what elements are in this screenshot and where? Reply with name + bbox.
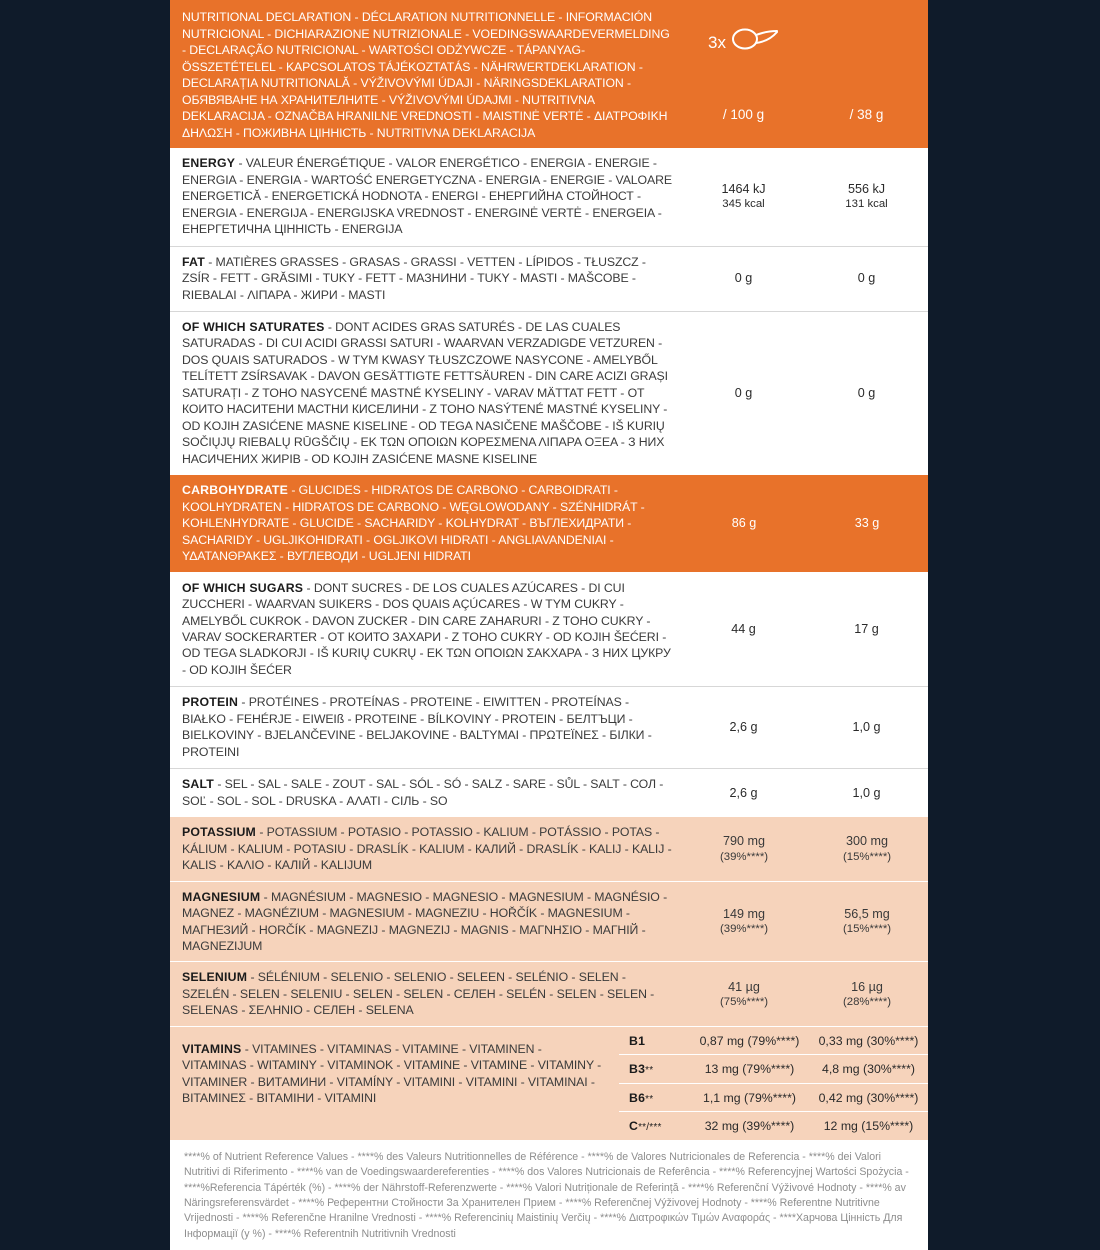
nutrient-name: PROTEIN — [182, 695, 239, 710]
value-secondary: 345 kcal — [722, 198, 765, 211]
nutrient-label — [170, 247, 682, 310]
value-secondary: (39%****) — [719, 923, 769, 936]
header-declaration-label: NUTRITIONAL DECLARATION - DÉCLARATION NUTRITIONNELLE - INFORMACIÓN NUTRICIONAL - DICHIARAZIONE NUTRIZIONALE - VOEDINGSWAARDEVERMELDING - DECLARAÇÃO NUTRICIONAL - WARTOŚCI ODŻYWCZE - TÁPANYAG-ÖSSZETÉTELEL - KAPCSOLATOS TÁJÉKOZTATÁS - NÄHRWERTDEKLARATION - DECLARAȚIA NUTRITIONALĂ - VÝŽIVOVÝMI ÚDAJI - NÄRINGSDEKLARATION - ОБЯВЯВАНЕ НА ХРАНИТЕЛНИТЕ - VÝŽIVOVÝMI ÚDAJMI - NUTRITIVNA DEKLARACIJA - OZNAČBA HRANILNE VREDNOSTI - MAISTINĖ VERTĖ - ΔΙΑΤΡΟΦΙΚΗ ΔΗΛΩΣΗ - ПОЖИВНА ЦІННІСТЬ - NUTRITIVNA DEKLARACIJA — [182, 10, 670, 140]
table-row — [170, 148, 928, 245]
serving-scoop-column — [682, 0, 805, 148]
value-100g — [682, 475, 805, 571]
table-header — [170, 0, 928, 148]
nutrient-label — [170, 962, 682, 1025]
value-serving — [805, 573, 928, 686]
value-serving: 4,8 mg (30%****) — [822, 1062, 915, 1077]
vitamin-name: B1 — [629, 1033, 646, 1048]
value-serving — [805, 687, 928, 767]
table-row — [619, 1084, 928, 1113]
vitamin-footnote-marker: ** — [645, 1093, 654, 1105]
table-row — [170, 962, 928, 1026]
value-primary: 2,6 g — [729, 785, 758, 800]
scoop-multiplier: 3x — [708, 32, 726, 52]
nutrient-label — [170, 769, 682, 816]
value-serving — [805, 882, 928, 962]
table-row — [170, 475, 928, 572]
value-primary: 41 µg — [728, 979, 760, 994]
measuring-scoop-icon — [731, 26, 779, 59]
table-row — [619, 1055, 928, 1084]
table-row — [170, 687, 928, 768]
nutrient-label — [170, 573, 682, 686]
value-serving: 12 mg (15%****) — [823, 1119, 914, 1134]
value-100g: 1,1 mg (79%****) — [703, 1090, 796, 1105]
vitamin-footnote-marker: ** — [645, 1065, 654, 1077]
value-secondary: (39%****) — [719, 850, 769, 863]
value-100g — [682, 882, 805, 962]
vitamin-footnote-marker: **/*** — [638, 1122, 662, 1134]
table-row — [619, 1112, 928, 1140]
value-100g — [682, 573, 805, 686]
value-100g — [682, 769, 805, 816]
nutrient-name: POTASSIUM — [182, 825, 256, 840]
nutrient-name: FAT — [182, 254, 205, 269]
value-serving — [805, 962, 928, 1025]
nutrient-translations: - MAGNÉSIUM - MAGNESIO - MAGNESIO - MAGNESIUM - MAGNÉSIO - MAGNEZ - MAGNÉZIUM - MAGNESIUM - MAGNEZIU - HOŘČÍK - MAGNESIUM - МАГНЕЗИЙ - HORČÍK - MAGNEZIJ - MAGNEZIJ - MAGNIS - ΜΑΓΝΗΣΙΟ - МАГНІЙ - MAGNEZIJUM — [182, 889, 668, 953]
table-row — [170, 247, 928, 311]
value-primary: 44 g — [731, 621, 756, 636]
value-serving: 0,33 mg (30%****) — [818, 1033, 919, 1048]
nutrient-translations: - VALEUR ÉNERGÉTIQUE - VALOR ENERGÉTICO - ENERGIA - ENERGIE - ENERGIA - ENERGIA - WARTOŚĆ ENERGETYCZNA - ENERGIA - ENERGIE - VALOARE ENERGETICĂ - ENERGETICKÁ HODNOTA - ENERGI - ЕНЕРГИЙНА СТОЙНОСТ - ENERGIA - ENERGIJA - ENERGIJSKA VREDNOST - ENERGINĖ VERTĖ - ENERGEIA - ЕНЕРГЕТИЧНА ЦІННІСТЬ - ENERGIJA — [182, 156, 672, 237]
nutrient-translations: - DONT SUCRES - DE LOS CUALES AZÚCARES - DI CUI ZUCCHERI - WAARVAN SUIKERS - DOS QUAIS AÇÚCARES - W TYM CUKRY - AMELYBŐL CUKROK - DAVON ZUCKER - DIN CARE ZAHARURI - Z TOHO CUKRY - VARAV SOCKERARTER - ОТ КОИТО ЗАХАРИ - Z TOHO CUKRY - OD KOJIH ŠEĆERI - OD TEGA SLADKORJI - IŠ KURIŲ CUKRŲ - ΕΚ ΤΩΝ ΟΠΟΙΩΝ ΣΑΚΧΑΡΑ - З НИХ ЦУКРУ - OD KOJIH ŠEĆER — [182, 580, 671, 677]
nutrient-name: ENERGY — [182, 156, 236, 171]
table-row — [170, 573, 928, 687]
table-row — [170, 882, 928, 963]
nutrient-translations: - SEL - SAL - SALE - ZOUT - SAL - SÓL - SÓ - SALZ - SARE - SŮL - SALT - СОЛ - SOĽ - SOL - SOL - DRUSKA - ΑΛΑΤΙ - СІЛЬ - SO — [182, 777, 664, 808]
vitamin-name: C**/*** — [629, 1119, 662, 1134]
value-serving — [805, 475, 928, 571]
value-serving — [805, 769, 928, 816]
value-primary: 0 g — [734, 385, 753, 400]
vitamins-section — [170, 1027, 928, 1140]
table-row — [619, 1027, 928, 1056]
value-100g — [682, 148, 805, 244]
nutrient-label — [170, 312, 682, 474]
vitamin-name: B3** — [629, 1062, 654, 1077]
nutrient-label — [170, 882, 682, 962]
value-100g: 32 mg (39%****) — [704, 1119, 795, 1134]
nutrient-name: OF WHICH SATURATES — [182, 320, 325, 334]
nutrient-name: SALT — [182, 777, 214, 792]
table-row — [170, 312, 928, 475]
value-100g — [682, 247, 805, 310]
nutrient-label — [170, 475, 682, 571]
value-primary: 56,5 mg — [844, 906, 890, 921]
value-100g — [682, 817, 805, 880]
value-100g — [682, 687, 805, 767]
value-primary: 0 g — [734, 271, 753, 286]
nutrient-translations: - DONT ACIDES GRAS SATURÉS - DE LAS CUALES SATURADAS - DI CUI ACIDI GRASSI SATURI - WAARVAN VERZADIGDE VETZUREN - DOS QUAIS SATURADOS - W TYM KWASY TŁUSZCZOWE NASYCONE - AMELYBŐL TELÍTETT ZSÍRSAVAK - DAVON GESÄTTIGTE FETTSÄUREN - DIN CARE ACIZI GRAȘI SATURAȚI - Z TOHO NASYCENÉ MASTNÉ KYSELINY - VARAV MÄTTAT FETT - ОТ КОИТО НАСИТЕНИ МАСТНИ КИСЕЛИНИ - Z TOHO NASÝTENÉ MASTNÉ KYSELINY - OD KOJIH ZASIĆENE MASNE KISELINE - OD TEGA NASIČENE MAŠČOBE - IŠ KURIŲ SOČIŲJŲ RIEBALŲ RŪGŠČIŲ - ΕΚ ΤΩΝ ΟΠΟΙΩΝ ΚΟΡΕΣΜΕΝΑ ΛΙΠΑΡΑ ΟΞΕΑ - З НИХ НАСИЧЕНИХ ЖИРІВ - OD KOJIH ZASIĆENE MASNE KISELINE — [182, 320, 668, 466]
value-secondary: (15%****) — [842, 923, 892, 936]
value-primary: 0 g — [857, 271, 876, 286]
value-primary: 17 g — [854, 621, 879, 636]
value-secondary: (28%****) — [842, 995, 892, 1008]
value-serving: 0,42 mg (30%****) — [818, 1090, 919, 1105]
value-primary: 1,0 g — [852, 720, 881, 735]
nutrient-label — [170, 817, 682, 880]
vitamin-name: B6** — [629, 1090, 654, 1105]
column-header-38g: / 38 g — [849, 107, 884, 123]
value-primary: 2,6 g — [729, 720, 758, 735]
value-primary: 300 mg — [845, 834, 888, 849]
value-serving — [805, 148, 928, 244]
nutrient-name: OF WHICH SUGARS — [182, 580, 304, 595]
value-serving — [805, 312, 928, 474]
vitamins-label — [170, 1027, 619, 1140]
value-serving — [805, 817, 928, 880]
nutrient-translations: - PROTÉINES - PROTEÍNAS - PROTEINE - EIWITTEN - PROTEÍNAS - BIAŁKO - FEHÉRJE - EIWEIß - PROTEINE - BÍLKOVINY - PROTEIN - БЕЛТЪЦИ - BIELKOVINY - BJELANČEVINE - BELJAKOVINE - BALTYMAI - ΠΡΩΤΕΪΝΕΣ - БІЛКИ - PROTEINI — [182, 695, 652, 759]
value-primary: 16 µg — [851, 979, 883, 994]
table-row — [170, 817, 928, 881]
value-100g: 0,87 mg (79%****) — [699, 1033, 800, 1048]
value-primary: 556 kJ — [847, 181, 886, 196]
nutrient-name: CARBOHYDRATE — [182, 483, 289, 498]
nutrient-translations: - SÉLÉNIUM - SELENIO - SELENIO - SELEEN - SELÉNIO - SELEN - SZELÉN - SELEN - SELENIU - SELEN - SELEN - СЕЛЕН - SELÉN - SELEN - SELEN - SELENAS - ΣΕΛΗΝΙΟ - СЕЛЕН - SELENA — [182, 970, 655, 1018]
value-100g — [682, 312, 805, 474]
nutrient-label — [170, 687, 682, 767]
nutrient-translations: - GLUCIDES - HIDRATOS DE CARBONO - CARBOIDRATI - KOOLHYDRATEN - HIDRATOS DE CARBONO - WĘGLOWODANY - SZÉNHIDRÁT - KOHLENHYDRATE - GLUCIDE - SACHARIDY - KOLHYDRAT - ВЪГЛЕХИДРАТИ - SACHARIDY - UGLJIKOHIDRATI - OGLJIKOVI HIDRATI - ANGLIAVANDENIAI - ΥΔΑΤΑΝΘΡΑΚΕΣ - ВУГЛЕВОДИ - UGLJENI HIDRATI — [182, 483, 645, 564]
footnote-nrv: ****% of Nutrient Reference Values - ****% des Valeurs Nutritionnelles de Référence - ****% de Valores Nutricionales de Referencia - ****% dei Valori Nutritivi di Riferimento - ****% van de Voedingswaardereferenties - ****% dos Valores Nutricionais de Referência - ****% Referencyjnej Wartości Spożycia - ****%Referencia Tápérték (%) - ****% der Nährstoff-Referenzwerte - ****% Valori Nutriționale de Referință - ****% Referenční Výživové Hodnoty - ****% av Näringsreferensvärdet - ****% Референтни Стойности За Хранителен Прием - ****% Referenčnej Výživovej Hodnoty - ****% Referentne Nutritivne Vrijednosti - ****% Referenčne Hranilne Vrednosti - ****% Referencinių Maistinių Verčių - ****% Διατροφικών Τιμών Αναφοράς - ****Харчова Цінність Для Інформації (у %) - ****% Referentnih Nutritivnih Vrednosti — [170, 1140, 928, 1250]
nutrient-translations: - POTASSIUM - POTASIO - POTASSIO - KALIUM - POTÁSSIO - POTAS - KÁLIUM - KALIUM - POTASIU - DRASLÍK - KALIUM - КАЛИЙ - DRASLÍK - KALIJ - KALIJ - KALIS - ΚΑΛΙΟ - КАЛІЙ - KALIJUM — [182, 825, 672, 873]
value-primary: 1,0 g — [852, 785, 881, 800]
nutrient-label — [170, 148, 682, 244]
value-secondary: 131 kcal — [845, 198, 888, 211]
vitamins-name: VITAMINS — [182, 1041, 242, 1056]
value-secondary: (75%****) — [719, 995, 769, 1008]
column-header-100g: / 100 g — [722, 107, 765, 123]
table-row — [170, 769, 928, 817]
vitamins-table — [619, 1027, 928, 1140]
value-primary: 149 mg — [722, 906, 765, 921]
value-100g — [682, 962, 805, 1025]
nutrient-name: MAGNESIUM — [182, 889, 261, 904]
value-secondary: (15%****) — [842, 850, 892, 863]
nutrition-label — [170, 0, 928, 1240]
value-serving — [805, 247, 928, 310]
vitamins-translations: - VITAMINES - VITAMINAS - VITAMINE - VITAMINEN - VITAMINAS - WITAMINY - VITAMINOK - VITAMINE - VITAMINE - VITAMINY - VITAMINER - ВИТАМИНИ - VITAMÍNY - VITAMINI - VITAMINI - VITAMINAI - ΒΙΤΑΜΙΝΕΣ - ВІТАМІНИ - VITAMINI — [182, 1041, 602, 1106]
value-primary: 86 g — [731, 516, 757, 531]
value-primary: 1464 kJ — [721, 181, 766, 196]
value-primary: 33 g — [854, 516, 880, 531]
nutrient-translations: - MATIÈRES GRASSES - GRASAS - GRASSI - VETTEN - LÍPIDOS - TŁUSZCZ - ZSÍR - FETT - GRĂSIMI - TUKY - FETT - МАЗНИНИ - TUKY - MASTI - MAŠCOBE - RIEBALAI - ΛΙΠΑΡΑ - ЖИРИ - MASTI — [182, 254, 646, 302]
nutrient-name: SELENIUM — [182, 970, 248, 985]
value-primary: 790 mg — [722, 834, 765, 849]
value-primary: 0 g — [857, 385, 876, 400]
value-100g: 13 mg (79%****) — [704, 1062, 795, 1077]
